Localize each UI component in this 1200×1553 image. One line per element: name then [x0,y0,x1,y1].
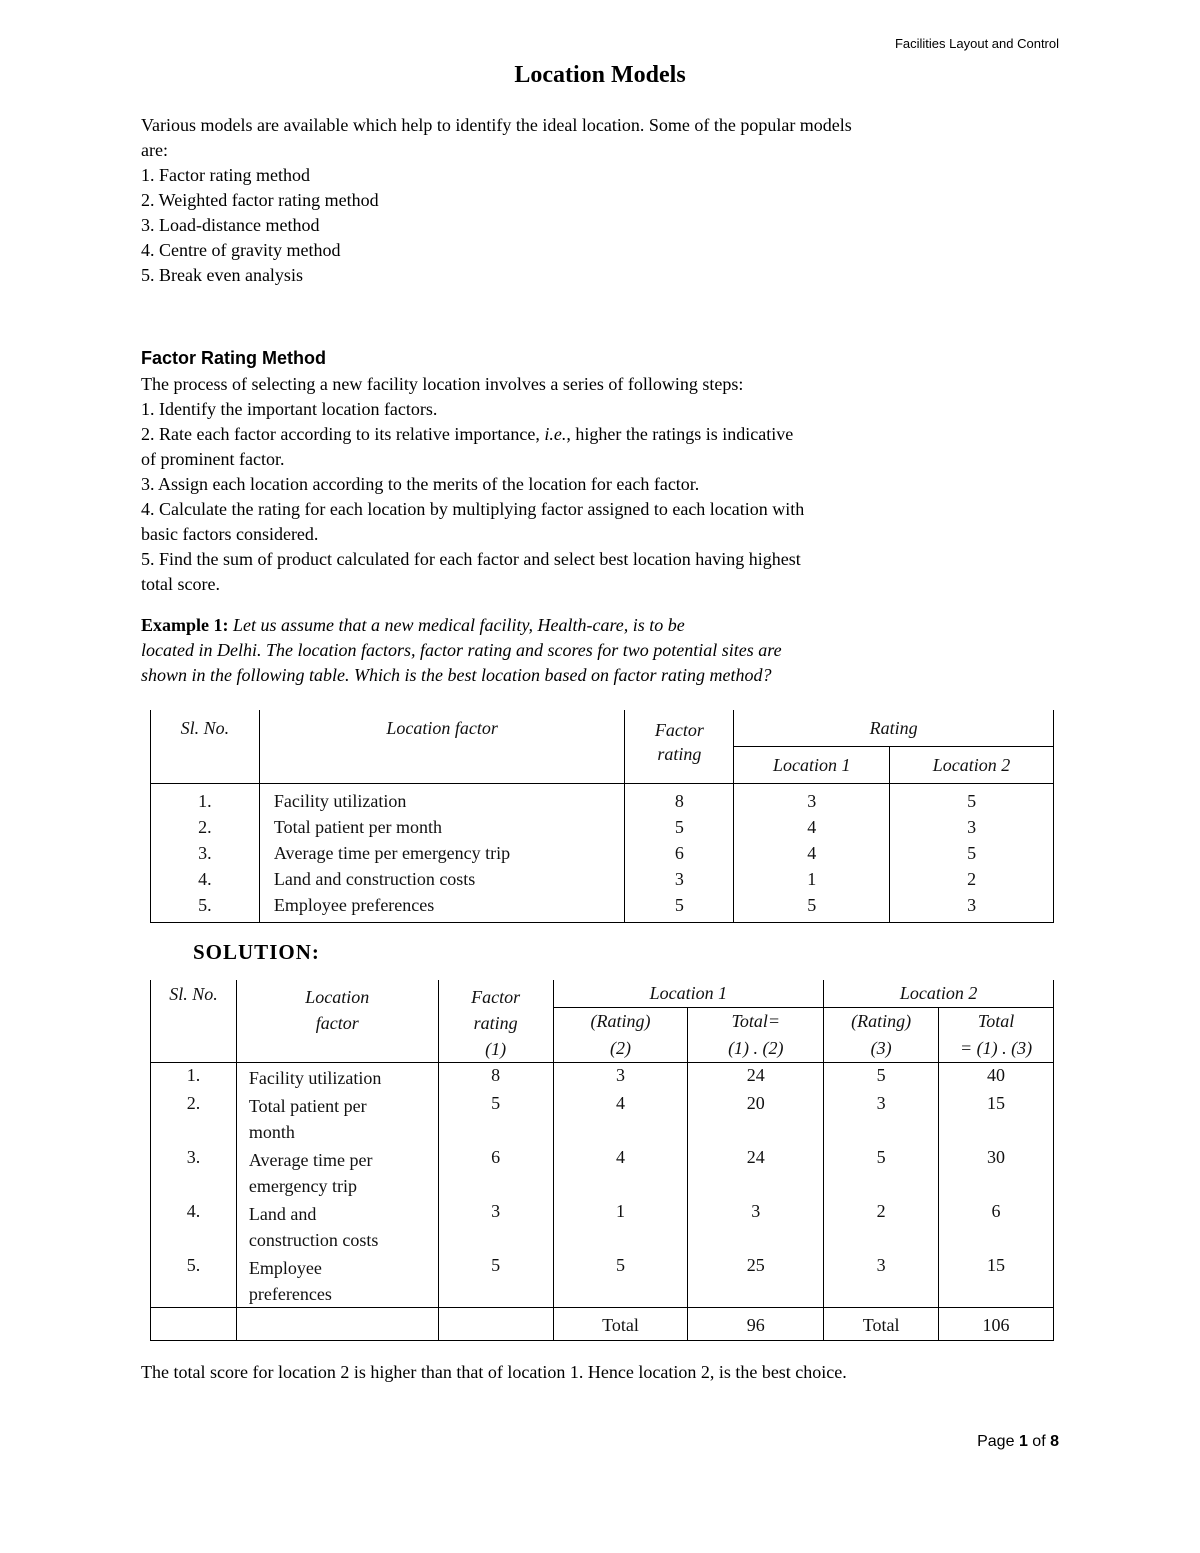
cell-rating: 5 [438,1253,553,1308]
cell-factor: Land and construction costs [259,866,625,892]
cell-factor [236,1063,438,1092]
cell-sl: 5. [151,1253,237,1308]
cell-sl: 5. [151,892,260,923]
factor-line: Facility utilization [248,1068,382,1088]
cell-l1-total: 24 [688,1145,824,1199]
page-title: Location Models [514,62,686,88]
cell-location-2: 3 [890,814,1054,840]
cell-l1-rating: 4 [553,1145,688,1199]
step-line: of prominent factor. [141,449,285,469]
table-row [151,1199,1054,1253]
col-header-location-factor: Location factor [259,710,625,784]
cell-location-1: 4 [734,814,890,840]
table-row [151,1253,1054,1308]
cell-sl: 4. [151,1199,237,1253]
solution-table [150,980,1054,1341]
cell-sl: 2. [151,814,260,840]
cell-l1-total: 20 [688,1091,824,1145]
step-text: 2. Rate each factor according to its relative importance, [141,424,545,444]
col-header-location-factor [236,980,438,1063]
col-header-l1-rating: (Rating) [553,1008,688,1036]
cell-location-1: 5 [734,892,890,923]
cell-sl: 1. [151,784,260,815]
step-line: 5. Find the sum of product calculated for each factor and select best location having highest [141,549,801,569]
solution-label: SOLUTION: [193,940,320,964]
cell-location-1: 3 [734,784,890,815]
cell-location-2: 5 [890,840,1054,866]
factor-line: emergency trip [248,1176,358,1196]
cell-l2-rating: 2 [824,1199,939,1253]
cell-sl: 3. [151,1145,237,1199]
col-header-l2-total-formula: = (1) . (3) [939,1035,1054,1063]
steps-paragraph [141,372,1001,597]
step-line: total score. [141,574,220,594]
empty-cell [236,1308,438,1341]
example-text: Let us assume that a new medical facility, Health-care, is to be [228,615,685,635]
cell-l1-rating: 1 [553,1199,688,1253]
totals-row [151,1308,1054,1341]
col-header-location-2: Location 2 [890,747,1054,784]
cell-factor: Employee preferences [259,892,625,923]
model-item: 5. Break even analysis [141,265,303,285]
cell-rating: 3 [625,866,734,892]
factor-line: Average time per [248,1150,373,1170]
cell-factor: Facility utilization [259,784,625,815]
total-value-2: 106 [939,1308,1054,1341]
cell-location-2: 3 [890,892,1054,923]
col-header-l1-rating-num: (2) [553,1035,688,1063]
step-line [141,422,1001,447]
col-header-l2-rating-num: (3) [824,1035,939,1063]
table-row [151,784,1054,815]
step-line: 4. Calculate the rating for each location by multiplying factor assigned to each location with [141,499,805,519]
of-word: of [1032,1433,1046,1450]
ie-text: i.e. [544,424,567,444]
table-row [151,1145,1054,1199]
example-label: Example 1: [141,615,229,635]
total-value-1: 96 [688,1308,824,1341]
cell-rating: 5 [625,814,734,840]
table-row [151,866,1054,892]
step-text: , higher the ratings is indicative [566,424,794,444]
page-footer [977,1433,1059,1451]
cell-l2-total: 6 [939,1199,1054,1253]
table-row [151,892,1054,923]
cell-l1-rating: 4 [553,1091,688,1145]
cell-factor: Average time per emergency trip [259,840,625,866]
col-header-factor-rating [438,980,553,1063]
factor-line: month [248,1122,295,1142]
cell-l2-rating: 5 [824,1063,939,1092]
conclusion-text: The total score for location 2 is higher than that of location 1. Hence location 2, is the best choice. [141,1362,847,1382]
header-line: Factor [654,720,704,740]
section-heading: Factor Rating Method [141,348,326,368]
header-line: (1) [485,1039,507,1059]
cell-l2-rating: 3 [824,1091,939,1145]
step-line: 3. Assign each location according to the merits of the location for each factor. [141,474,700,494]
example-text: located in Delhi. The location factors, factor rating and scores for two potential sites are [141,640,782,660]
header-line: rating [657,744,702,764]
cell-sl: 1. [151,1063,237,1092]
table-row [151,1063,1054,1092]
model-item: 2. Weighted factor rating method [141,190,379,210]
empty-cell [438,1308,553,1341]
cell-sl: 2. [151,1091,237,1145]
col-header-location-1: Location 1 [553,980,824,1008]
cell-l2-rating: 3 [824,1253,939,1308]
cell-l1-total: 24 [688,1063,824,1092]
col-header-l2-rating: (Rating) [824,1008,939,1036]
cell-location-2: 5 [890,784,1054,815]
intro-line: are: [141,140,168,160]
cell-l2-total: 40 [939,1063,1054,1092]
cell-rating: 8 [438,1063,553,1092]
cell-factor [236,1253,438,1308]
page-number: 1 [1018,1433,1028,1450]
cell-rating: 3 [438,1199,553,1253]
step-line: basic factors considered. [141,524,319,544]
example-paragraph [141,613,782,688]
page-total: 8 [1050,1433,1059,1450]
cell-l2-rating: 5 [824,1145,939,1199]
table-row [151,840,1054,866]
example-line [141,663,782,688]
total-label-1: Total [553,1308,688,1341]
model-item: 1. Factor rating method [141,165,310,185]
cell-l1-total: 25 [688,1253,824,1308]
col-header-sl: Sl. No. [151,980,237,1063]
factor-line: Total patient per [248,1096,367,1116]
total-label-2: Total [824,1308,939,1341]
cell-factor [236,1199,438,1253]
factor-line: construction costs [248,1230,379,1250]
example-line [141,638,782,663]
cell-sl: 4. [151,866,260,892]
step-line: The process of selecting a new facility location involves a series of following steps: [141,374,744,394]
step-line: 1. Identify the important location factors. [141,399,438,419]
cell-rating: 8 [625,784,734,815]
intro-paragraph [141,113,1001,288]
header-line: factor [315,1013,359,1033]
factor-table [150,710,1054,923]
col-header-rating: Rating [734,710,1054,747]
cell-sl: 3. [151,840,260,866]
cell-factor [236,1145,438,1199]
cell-location-2: 2 [890,866,1054,892]
cell-rating: 6 [438,1145,553,1199]
cell-l2-total: 30 [939,1145,1054,1199]
cell-factor: Total patient per month [259,814,625,840]
cell-l1-rating: 5 [553,1253,688,1308]
col-header-location-2: Location 2 [824,980,1054,1008]
cell-rating: 5 [438,1091,553,1145]
header-line: Factor [471,987,521,1007]
running-header: Facilities Layout and Control [894,36,1059,51]
col-header-l1-total: Total= [688,1008,824,1036]
example-line [141,613,782,638]
factor-line: Land and [248,1204,317,1224]
table-row [151,1091,1054,1145]
cell-factor [236,1091,438,1145]
col-header-location-1: Location 1 [734,747,890,784]
model-item: 3. Load-distance method [141,215,320,235]
cell-rating: 5 [625,892,734,923]
cell-l2-total: 15 [939,1091,1054,1145]
example-text: shown in the following table. Which is the best location based on factor rating method? [141,665,772,685]
factor-line: preferences [248,1284,332,1304]
cell-l2-total: 15 [939,1253,1054,1308]
empty-cell [151,1308,237,1341]
factor-line: Employee [248,1258,322,1278]
col-header-l1-total-formula: (1) . (2) [688,1035,824,1063]
col-header-sl: Sl. No. [151,710,260,784]
page-word: Page [977,1433,1015,1450]
col-header-l2-total: Total [939,1008,1054,1036]
header-line: rating [473,1013,518,1033]
col-header-factor-rating [625,710,734,784]
cell-location-1: 4 [734,840,890,866]
cell-l1-rating: 3 [553,1063,688,1092]
model-item: 4. Centre of gravity method [141,240,341,260]
cell-rating: 6 [625,840,734,866]
cell-location-1: 1 [734,866,890,892]
intro-line: Various models are available which help to identify the ideal location. Some of the popular models [141,115,852,135]
table-row [151,814,1054,840]
header-line: Location [305,987,370,1007]
cell-l1-total: 3 [688,1199,824,1253]
